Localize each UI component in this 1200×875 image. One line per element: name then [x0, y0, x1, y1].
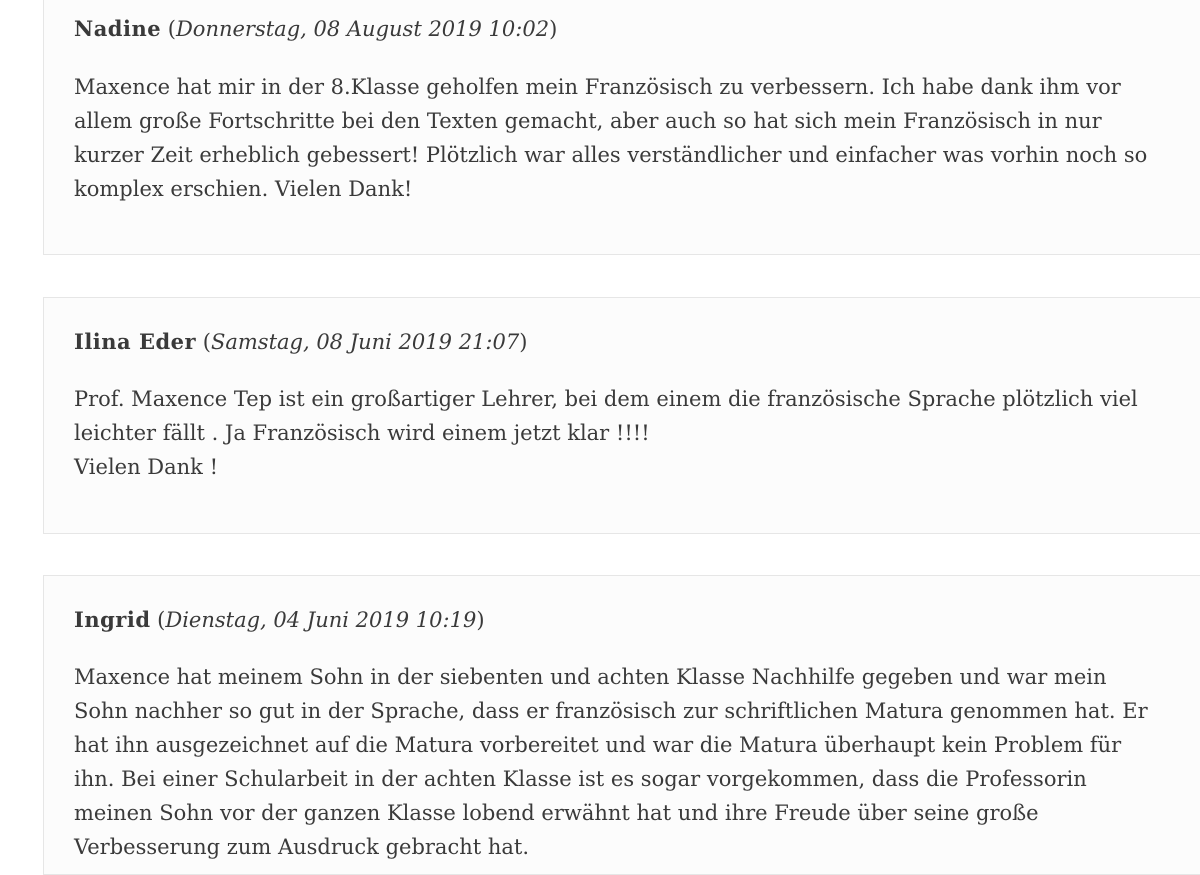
review-card	[43, 0, 1200, 255]
review-text: Prof. Maxence Tep ist ein großartiger Lehrer, bei dem einem die französische Sprache plötzlich viel leichter fällt . Ja Französisch wird einem jetzt klar !!!! Vielen Dank !	[74, 387, 1138, 479]
review-card	[43, 575, 1200, 875]
review-header: Nadine (Donnerstag, 08 August 2019 10:02)	[74, 16, 558, 41]
review-author: Ingrid	[74, 607, 151, 632]
review-author: Nadine	[74, 16, 162, 41]
review-date: Samstag, 08 Juni 2019 21:07	[210, 330, 520, 354]
review-header: Ilina Eder (Samstag, 08 Juni 2019 21:07)	[74, 329, 528, 354]
review-card	[43, 297, 1200, 534]
review-text: Maxence hat meinem Sohn in der siebenten und achten Klasse Nachhilfe gegeben und war mein Sohn nachher so gut in der Sprache, dass er französisch zur schriftlichen Matura genommen hat. Er hat ihn ausgezeichnet auf die Matura vorbereitet und war die Matura überhaupt kein Problem für ihn. Bei einer Schularbeit in der achten Klasse ist es sogar vorgekommen, dass die Professorin meinen Sohn vor der ganzen Klasse lobend erwähnt hat und ihre Freude über seine große Verbesserung zum Ausdruck gebracht hat.	[74, 665, 1148, 859]
review-author: Ilina Eder	[74, 329, 197, 354]
review-text: Maxence hat mir in der 8.Klasse geholfen mein Französisch zu verbessern. Ich habe dank ihm vor allem große Fortschritte bei den Texten gemacht, aber auch so hat sich mein Französisch in nur kurzer Zeit erheblich gebessert! Plötzlich war alles verständlicher und einfacher was vorhin noch so komplex erschien. Vielen Dank!	[74, 75, 1148, 201]
review-date: Dienstag, 04 Juni 2019 10:19	[165, 608, 477, 632]
review-header: Ingrid (Dienstag, 04 Juni 2019 10:19)	[74, 607, 485, 632]
review-date: Donnerstag, 08 August 2019 10:02	[175, 17, 550, 41]
